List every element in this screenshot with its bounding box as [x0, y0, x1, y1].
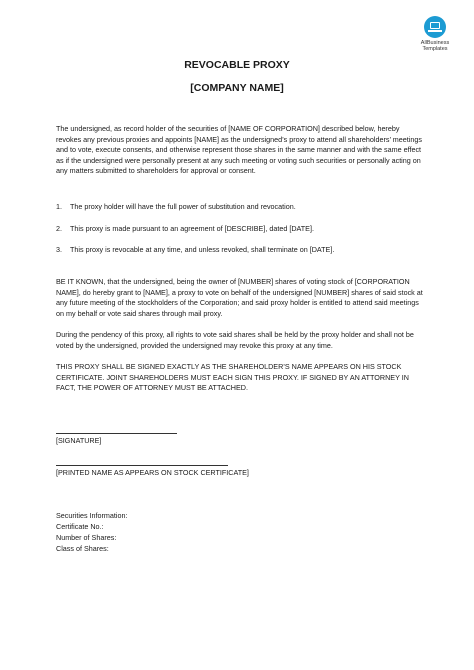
signature-label: [SIGNATURE]: [56, 436, 102, 445]
list-number: 1.: [56, 202, 62, 211]
list-text: This proxy is made pursuant to an agreement of [DESCRIBE], dated [DATE].: [70, 224, 314, 233]
brand-name: [410, 40, 460, 52]
list-number: 3.: [56, 245, 62, 254]
list-text: The proxy holder will have the full power of substitution and revocation.: [70, 202, 296, 211]
brand-line-1: AllBusiness: [420, 40, 450, 46]
securities-heading: Securities Information:: [56, 511, 128, 520]
list-item: [56, 202, 296, 213]
number-of-shares-field: Number of Shares:: [56, 533, 117, 542]
laptop-icon: [424, 16, 446, 38]
brand-line-2: Templates: [422, 46, 448, 52]
list-number: 2.: [56, 224, 62, 233]
class-of-shares-field: Class of Shares:: [56, 544, 109, 553]
brand-logo[interactable]: [410, 16, 460, 52]
be-it-known-paragraph: BE IT KNOWN, that the undersigned, being the owner of [NUMBER] shares of voting stock of [CORPORATION NAME], do hereby grant to [NAME], a proxy to vote on behalf of the undersigned [NUMBER] shares of said stock at any future meeting of the stockholders of the Corporation; and said proxy holder is entitled to attend said meetings on my behalf or vote said shares through mail proxy.: [56, 277, 423, 318]
intro-paragraph: The undersigned, as record holder of the securities of [NAME OF CORPORATION] described below, hereby revokes any previous proxies and appoints [NAME] as the undersigned’s proxy to attend all shareholders’ meetings and to vote, execute consents, and otherwise represent those shares in the same manner and with the same effect as if the undersigned were personally present at any such meeting or voting such securities or personally acting on any matters submitted to shareholders for approval or consent.: [56, 124, 422, 176]
certificate-number-field: Certificate No.:: [56, 522, 104, 531]
company-name: [COMPANY NAME]: [190, 82, 284, 94]
signature-line[interactable]: [56, 433, 177, 434]
printed-name-label: [PRINTED NAME AS APPEARS ON STOCK CERTIFICATE]: [56, 468, 249, 477]
signing-notice-paragraph: THIS PROXY SHALL BE SIGNED EXACTLY AS THE SHAREHOLDER’S NAME APPEARS ON HIS STOCK CERTIFICATE. JOINT SHAREHOLDERS MUST EACH SIGN THIS PROXY. IF SIGNED BY AN ATTORNEY IN FACT, THE POWER OF ATTORNEY MUST BE ATTACHED.: [56, 362, 409, 393]
list-item: [56, 245, 334, 256]
printed-name-line[interactable]: [56, 465, 228, 466]
pendency-paragraph: During the pendency of this proxy, all rights to vote said shares shall be held by the proxy holder and shall not be voted by the undersigned, provided the undersigned may revoke this proxy at any time.: [56, 330, 414, 350]
list-text: This proxy is revocable at any time, and unless revoked, shall terminate on [DATE].: [70, 245, 335, 254]
list-item: [56, 224, 314, 235]
document-title: REVOCABLE PROXY: [184, 59, 290, 71]
